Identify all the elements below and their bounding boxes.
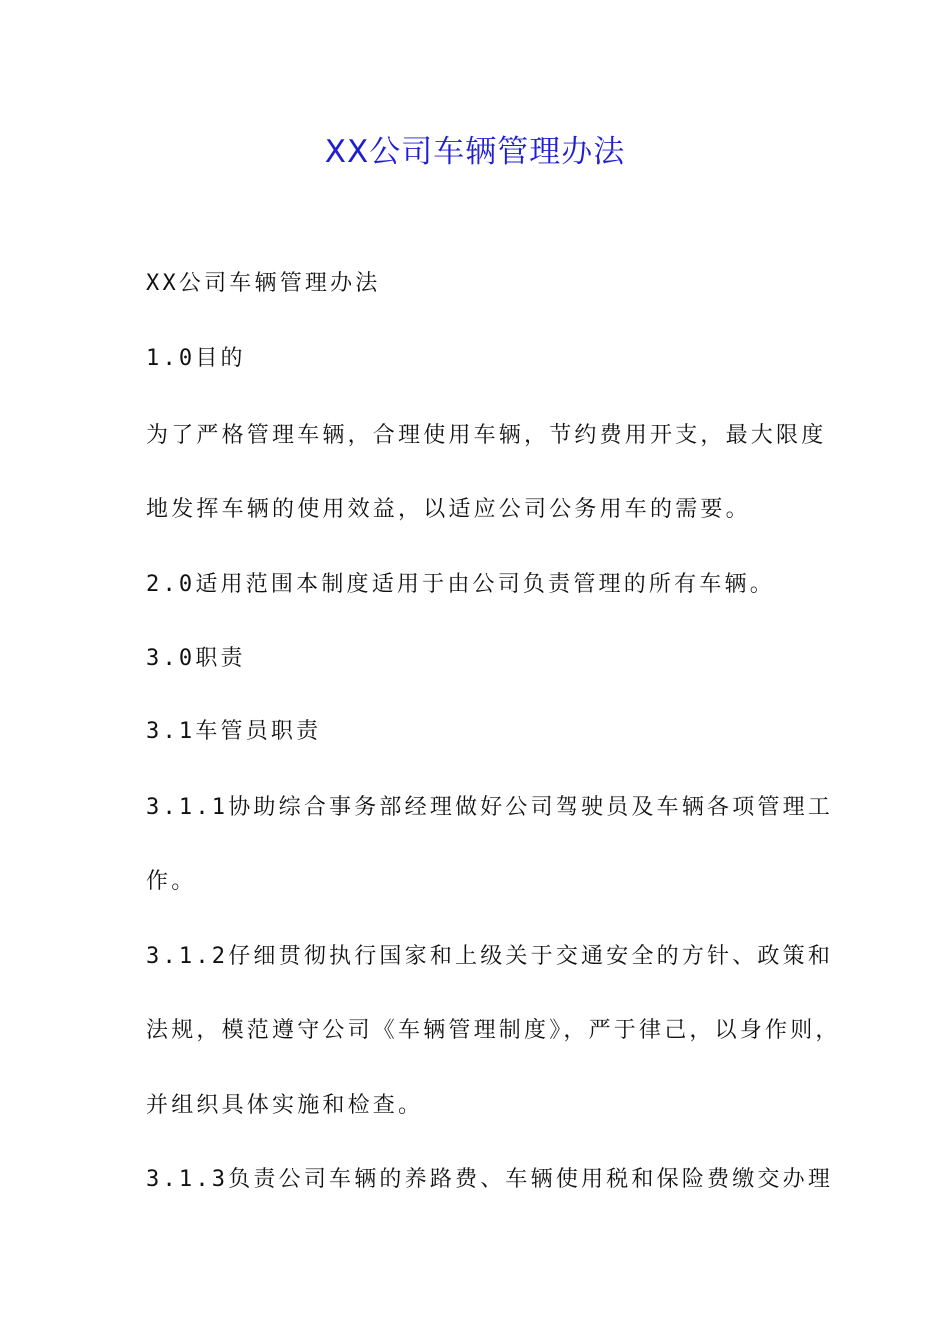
document-title: XX公司车辆管理办法 bbox=[324, 134, 626, 170]
paragraph-line: 地发挥车辆的使用效益，以适应公司公务用车的需要。 bbox=[146, 497, 751, 522]
paragraph-line: 作。 bbox=[146, 869, 197, 894]
paragraph-line: 2.0适用范围本制度适用于由公司负责管理的所有车辆。 bbox=[146, 572, 775, 597]
paragraph-line: 为了严格管理车辆，合理使用车辆，节约费用开支，最大限度 bbox=[146, 423, 827, 448]
paragraph-line: 并组织具体实施和检查。 bbox=[146, 1093, 424, 1118]
paragraph-line: 法规，模范遵守公司《车辆管理制度》，严于律己，以身作则， bbox=[146, 1018, 841, 1043]
section-heading: 1.0目的 bbox=[146, 346, 246, 371]
paragraph-line: 3.1.1协助综合事务部经理做好公司驾驶员及车辆各项管理工 bbox=[146, 795, 834, 820]
paragraph-line: 3.1.2仔细贯彻执行国家和上级关于交通安全的方针、政策和 bbox=[146, 944, 834, 969]
section-heading: 3.0职责 bbox=[146, 646, 246, 671]
paragraph-line: 3.1.3负责公司车辆的养路费、车辆使用税和保险费缴交办理 bbox=[146, 1167, 834, 1192]
paragraph-line: XX公司车辆管理办法 bbox=[146, 271, 381, 296]
section-heading: 3.1车管员职责 bbox=[146, 719, 322, 744]
